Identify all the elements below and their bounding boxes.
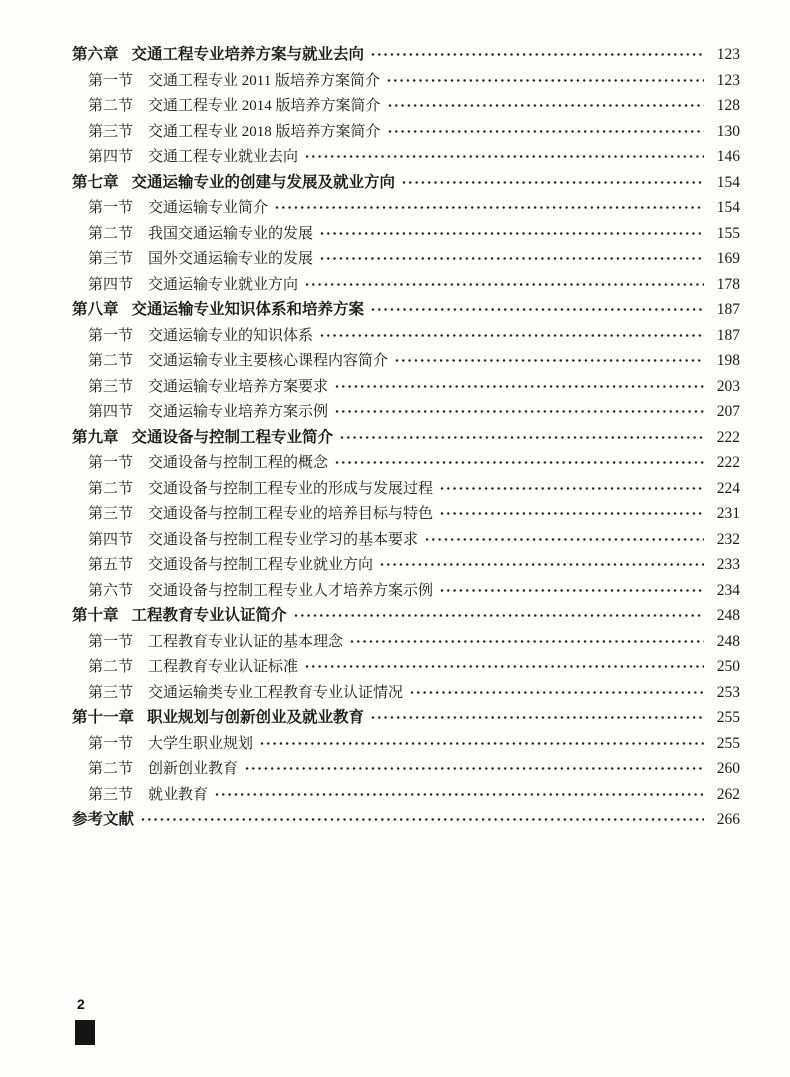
- toc-entry-title: 我国交通运输专业的发展: [148, 225, 314, 242]
- toc-entry-page: 255: [716, 709, 740, 726]
- toc-entry-label: 第二节: [88, 659, 134, 675]
- toc-entry-title: 交通设备与控制工程专业人才培养方案示例: [148, 582, 434, 599]
- toc-entry: [72, 654, 740, 680]
- toc-entry-label: 第四节: [88, 276, 134, 293]
- toc-entry-page: 222: [716, 454, 740, 471]
- toc-entry-label: 第一节: [88, 633, 134, 650]
- toc-entry-page: 203: [716, 377, 740, 395]
- toc-entry-page: 154: [716, 173, 740, 191]
- dot-leader: [440, 511, 704, 516]
- toc-entry-page: 123: [716, 46, 740, 63]
- toc-entry-title: 交通设备与控制工程专业学习的基本要求: [148, 531, 419, 548]
- toc-entry-label: 第一节: [88, 72, 134, 89]
- toc-entry-page: 262: [716, 785, 740, 803]
- toc-entry-page: 253: [716, 683, 740, 701]
- toc-entry-page: 187: [716, 326, 740, 344]
- toc-entry-label: 第十一章: [72, 709, 135, 726]
- dot-leader: [350, 639, 704, 644]
- dot-leader: [305, 664, 704, 669]
- dot-leader: [305, 282, 704, 287]
- printer-mark-square: [75, 1020, 95, 1045]
- toc-entry: [72, 246, 740, 272]
- dot-leader: [335, 409, 704, 414]
- toc-entry: [72, 221, 740, 247]
- toc-entry-title: 交通工程专业 2018 版培养方案简介: [148, 123, 381, 140]
- dot-leader: [371, 715, 704, 720]
- toc-entry: [72, 348, 740, 374]
- toc-entry-title: 交通设备与控制工程的概念: [148, 455, 329, 471]
- toc-entry-label: 第四节: [88, 531, 134, 548]
- toc-entry: [72, 42, 740, 68]
- toc-entry-page: 234: [716, 581, 740, 599]
- toc-entry-title: 交通运输专业培养方案示例: [148, 404, 329, 420]
- toc-list: [72, 42, 740, 833]
- toc-entry: [72, 119, 740, 145]
- dot-leader: [335, 384, 704, 389]
- toc-entry-label: 第三节: [88, 506, 134, 522]
- toc-entry-title: 交通运输专业简介: [148, 200, 269, 216]
- toc-entry-label: 第一节: [88, 327, 134, 344]
- toc-entry: [72, 782, 740, 808]
- toc-entry: [72, 272, 740, 298]
- toc-entry-page: 224: [716, 479, 740, 497]
- toc-entry-title: 工程教育专业认证的基本理念: [148, 633, 344, 650]
- toc-entry-page: 231: [716, 505, 740, 522]
- toc-entry-page: 250: [716, 658, 740, 675]
- toc-entry-label: 第三节: [88, 123, 134, 140]
- toc-entry-page: 248: [716, 607, 740, 624]
- dot-leader: [335, 460, 704, 465]
- toc-entry: [72, 680, 740, 706]
- toc-entry-page: 222: [716, 428, 740, 446]
- toc-entry-page: 146: [716, 148, 740, 165]
- dot-leader: [320, 333, 704, 338]
- toc-entry: [72, 374, 740, 400]
- toc-entry-page: 260: [716, 760, 740, 777]
- toc-entry-label: 第四节: [88, 404, 134, 420]
- toc-entry-page: 255: [716, 734, 740, 752]
- toc-entry-page: 123: [716, 71, 740, 89]
- toc-entry-title: 交通工程专业 2014 版培养方案简介: [148, 98, 381, 114]
- toc-entry-title: 交通运输专业的知识体系: [148, 327, 314, 344]
- toc-entry-label: 第五节: [88, 557, 134, 573]
- toc-entry-label: 第八章: [72, 301, 119, 318]
- toc-entry-page: 187: [716, 301, 740, 318]
- toc-entry-title: 交通工程专业培养方案与就业去向: [131, 46, 365, 63]
- dot-leader: [371, 307, 704, 312]
- dot-leader: [388, 129, 704, 134]
- toc-entry-title: 工程教育专业认证标准: [148, 659, 299, 675]
- toc-entry: [72, 476, 740, 502]
- dot-leader: [425, 537, 704, 542]
- toc-entry-page: 130: [716, 122, 740, 140]
- toc-entry-page: 248: [716, 632, 740, 650]
- toc-entry-label: 第一节: [88, 200, 134, 216]
- toc-entry-label: 第三节: [88, 378, 134, 395]
- footer-page-number: 2: [77, 996, 85, 1012]
- toc-entry: [72, 603, 740, 629]
- dot-leader: [387, 78, 704, 83]
- dot-leader: [388, 103, 704, 108]
- dot-leader: [440, 588, 704, 593]
- toc-entry-page: 169: [716, 250, 740, 267]
- toc-entry-title: 交通运输专业主要核心课程内容简介: [148, 353, 389, 369]
- toc-entry-page: 198: [716, 352, 740, 369]
- dot-leader: [440, 486, 704, 491]
- toc-entry-title: 交通工程专业 2011 版培养方案简介: [148, 72, 380, 89]
- toc-entry-label: 第十章: [72, 607, 119, 624]
- toc-entry-label: 第四节: [88, 149, 134, 165]
- toc-entry-label: 第一节: [88, 455, 134, 471]
- dot-leader: [402, 180, 704, 185]
- toc-entry-page: 207: [716, 403, 740, 420]
- dot-leader: [275, 205, 704, 210]
- toc-entry: [72, 578, 740, 604]
- dot-leader: [245, 766, 704, 771]
- toc-entry-title: 交通运输专业的创建与发展及就业方向: [131, 173, 396, 191]
- toc-entry-title: 创新创业教育: [148, 761, 239, 777]
- toc-entry-title: 交通运输专业培养方案要求: [148, 378, 329, 395]
- toc-entry: [72, 323, 740, 349]
- toc-entry-title: 交通设备与控制工程专业简介: [131, 428, 334, 446]
- toc-entry-title: 交通工程专业就业去向: [148, 149, 299, 165]
- toc-entry: [72, 68, 740, 94]
- dot-leader: [395, 358, 704, 363]
- toc-entry-title: 交通运输专业知识体系和培养方案: [131, 301, 365, 318]
- toc-entry-label: 第九章: [72, 428, 119, 446]
- toc-entry-label: 第三节: [88, 251, 134, 267]
- toc-entry: [72, 705, 740, 731]
- toc-entry-title: 交通设备与控制工程专业就业方向: [148, 557, 374, 573]
- dot-leader: [340, 435, 704, 440]
- toc-entry-page: 154: [716, 199, 740, 216]
- toc-entry-title: 工程教育专业认证简介: [131, 607, 287, 624]
- toc-entry-title: 就业教育: [148, 786, 209, 803]
- dot-leader: [320, 256, 704, 261]
- toc-entry: [72, 731, 740, 757]
- toc-entry: [72, 807, 740, 833]
- toc-entry: [72, 425, 740, 451]
- dot-leader: [320, 231, 704, 236]
- toc-entry-page: 232: [716, 530, 740, 548]
- dot-leader: [371, 52, 704, 57]
- toc-entry-label: 第二节: [88, 225, 134, 242]
- toc-entry-title: 大学生职业规划: [148, 735, 254, 752]
- toc-entry: [72, 629, 740, 655]
- toc-entry-label: 第三节: [88, 786, 134, 803]
- dot-leader: [215, 792, 704, 797]
- toc-entry-page: 178: [716, 275, 740, 293]
- toc-entry-title: 交通设备与控制工程专业的形成与发展过程: [148, 480, 434, 497]
- toc-entry: [72, 170, 740, 196]
- toc-entry-label: 第七章: [72, 173, 119, 191]
- toc-entry-title: 职业规划与创新创业及就业教育: [147, 709, 365, 726]
- toc-entry: [72, 297, 740, 323]
- toc-entry: [72, 527, 740, 553]
- toc-entry-label: 第一节: [88, 735, 134, 752]
- toc-entry-label: 第二节: [88, 98, 134, 114]
- toc-entry-page: 128: [716, 97, 740, 114]
- toc-entry: [72, 144, 740, 170]
- toc-entry: [72, 93, 740, 119]
- toc-entry-title: 国外交通运输专业的发展: [148, 251, 314, 267]
- toc-entry: [72, 195, 740, 221]
- toc-entry-label: 第六节: [88, 582, 134, 599]
- toc-entry: [72, 450, 740, 476]
- dot-leader: [141, 817, 704, 822]
- toc-entry-label: 第六章: [72, 46, 119, 63]
- dot-leader: [305, 154, 704, 159]
- toc-entry-label: 第二节: [88, 480, 134, 497]
- toc-entry-title: 参考文献: [72, 811, 135, 828]
- toc-entry: [72, 552, 740, 578]
- toc-entry: [72, 756, 740, 782]
- toc-entry: [72, 501, 740, 527]
- dot-leader: [294, 613, 704, 618]
- toc-entry: [72, 399, 740, 425]
- toc-entry-page: 266: [716, 811, 740, 828]
- toc-entry-title: 交通运输类专业工程教育专业认证情况: [148, 684, 404, 701]
- toc-entry-title: 交通设备与控制工程专业的培养目标与特色: [148, 506, 434, 522]
- toc-entry-page: 155: [716, 224, 740, 242]
- toc-entry-label: 第二节: [88, 353, 134, 369]
- toc-entry-page: 233: [716, 556, 740, 573]
- dot-leader: [410, 690, 704, 695]
- toc-entry-label: 第二节: [88, 761, 134, 777]
- toc-entry-label: 第三节: [88, 684, 134, 701]
- dot-leader: [380, 562, 704, 567]
- toc-entry-title: 交通运输专业就业方向: [148, 276, 299, 293]
- dot-leader: [260, 741, 704, 746]
